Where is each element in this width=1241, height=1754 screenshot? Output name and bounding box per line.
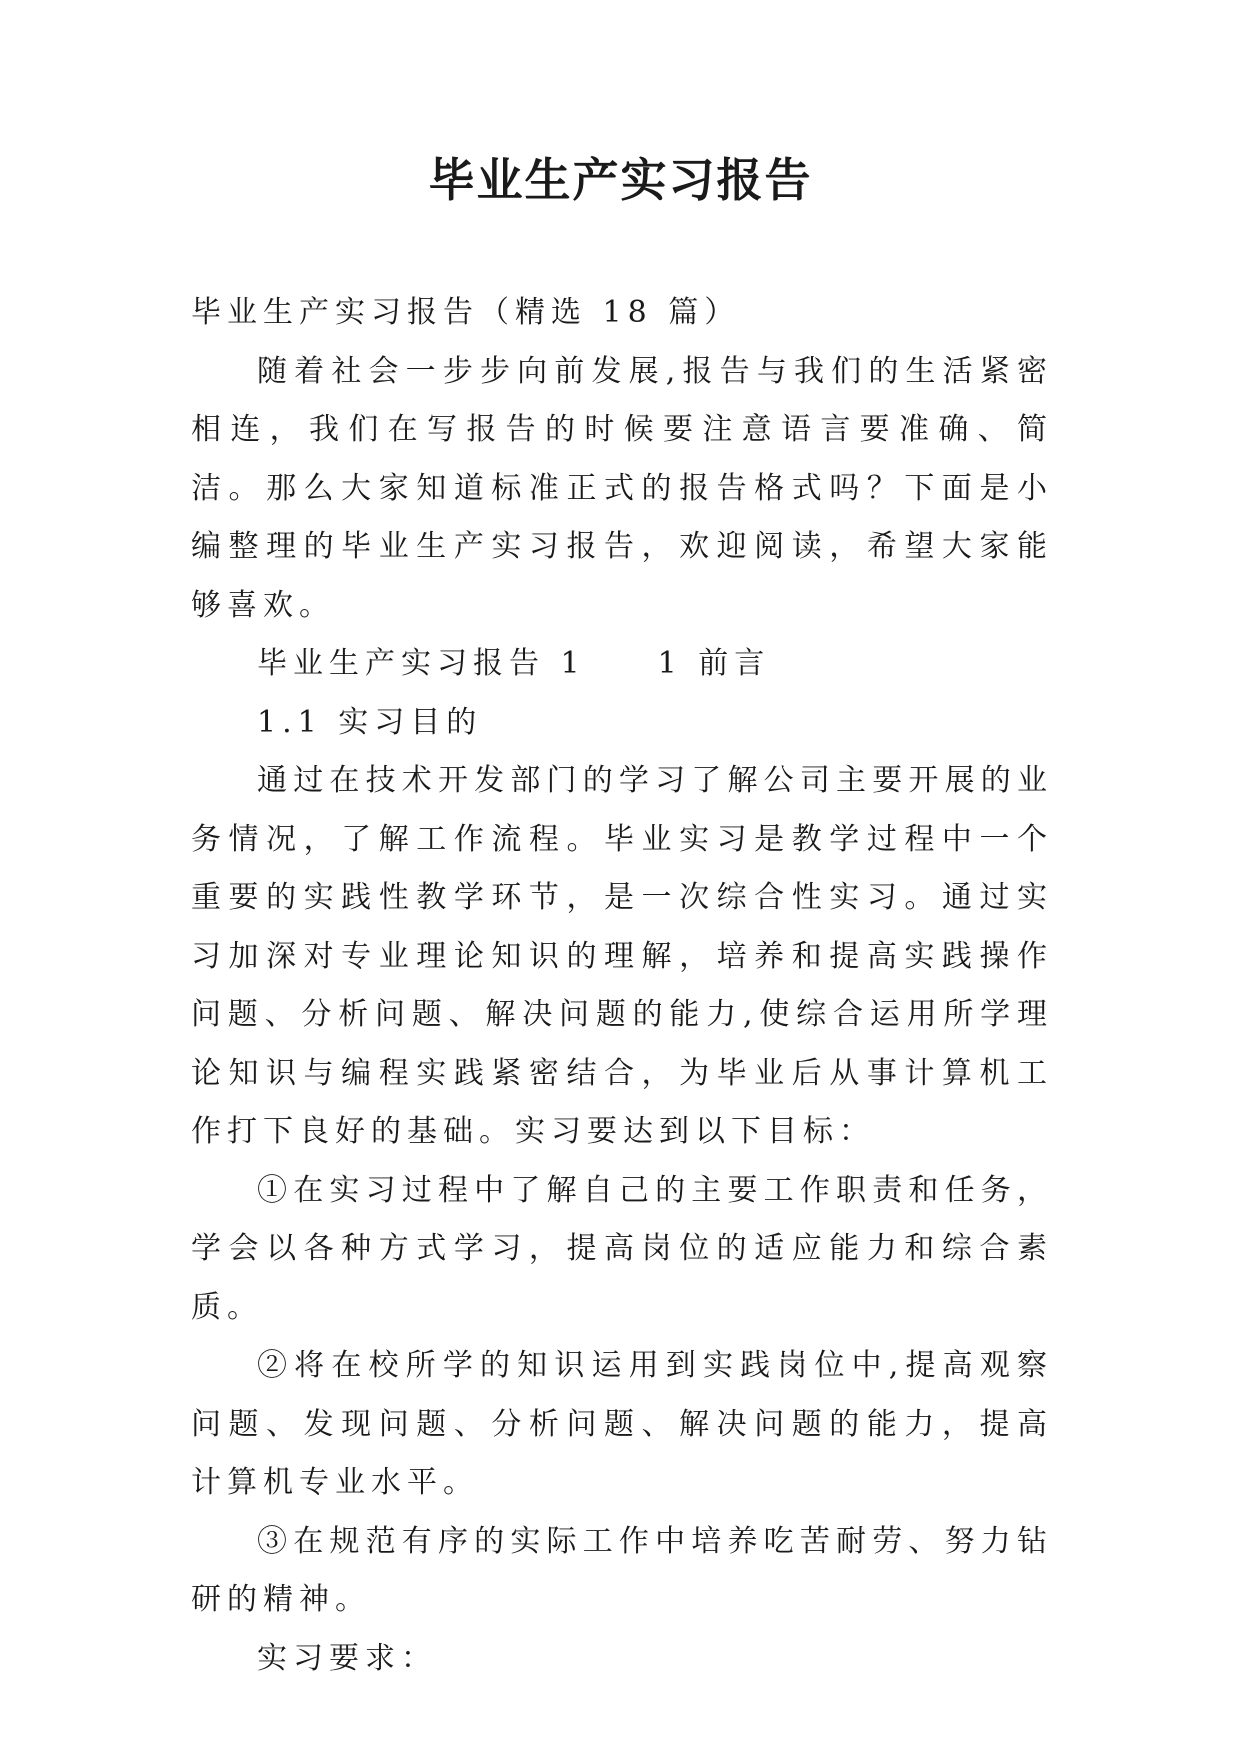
intro-paragraph: 随着社会一步步向前发展,报告与我们的生活紧密相连，我们在写报告的时候要注意语言要准确、简洁。那么大家知道标准正式的报告格式吗？下面是小编整理的毕业生产实习报告，欢迎阅读，希望大家能够喜欢。	[191, 353, 1053, 623]
section-heading-report-1: 毕业生产实习报告 1 1 前言	[257, 646, 771, 681]
subsection-heading-purpose: 1.1 实习目的	[257, 704, 483, 740]
goal-item-1: ①在实习过程中了解自己的主要工作职责和任务，学会以各种方式学习，提高岗位的适应能力和综合素质。	[191, 1172, 1053, 1325]
document-body	[191, 284, 1053, 1688]
page-title: 毕业生产实习报告	[428, 153, 813, 207]
goal-item-3: ③在规范有序的实际工作中培养吃苦耐劳、努力钻研的精神。	[191, 1523, 1053, 1617]
purpose-paragraph: 通过在技术开发部门的学习了解公司主要开展的业务情况，了解工作流程。毕业实习是教学过程中一个重要的实践性教学环节，是一次综合性实习。通过实习加深对专业理论知识的理解，培养和提高实践操作问题、分析问题、解决问题的能力,使综合运用所学理论知识与编程实践紧密结合，为毕业后从事计算机工作打下良好的基础。实习要达到以下目标：	[191, 763, 1053, 1149]
requirements-heading: 实习要求：	[257, 1640, 437, 1676]
document-subtitle: 毕业生产实习报告（精选 18 篇）	[191, 295, 741, 330]
goal-item-2: ②将在校所学的知识运用到实践岗位中,提高观察问题、发现问题、分析问题、解决问题的能力，提高计算机专业水平。	[191, 1348, 1053, 1500]
